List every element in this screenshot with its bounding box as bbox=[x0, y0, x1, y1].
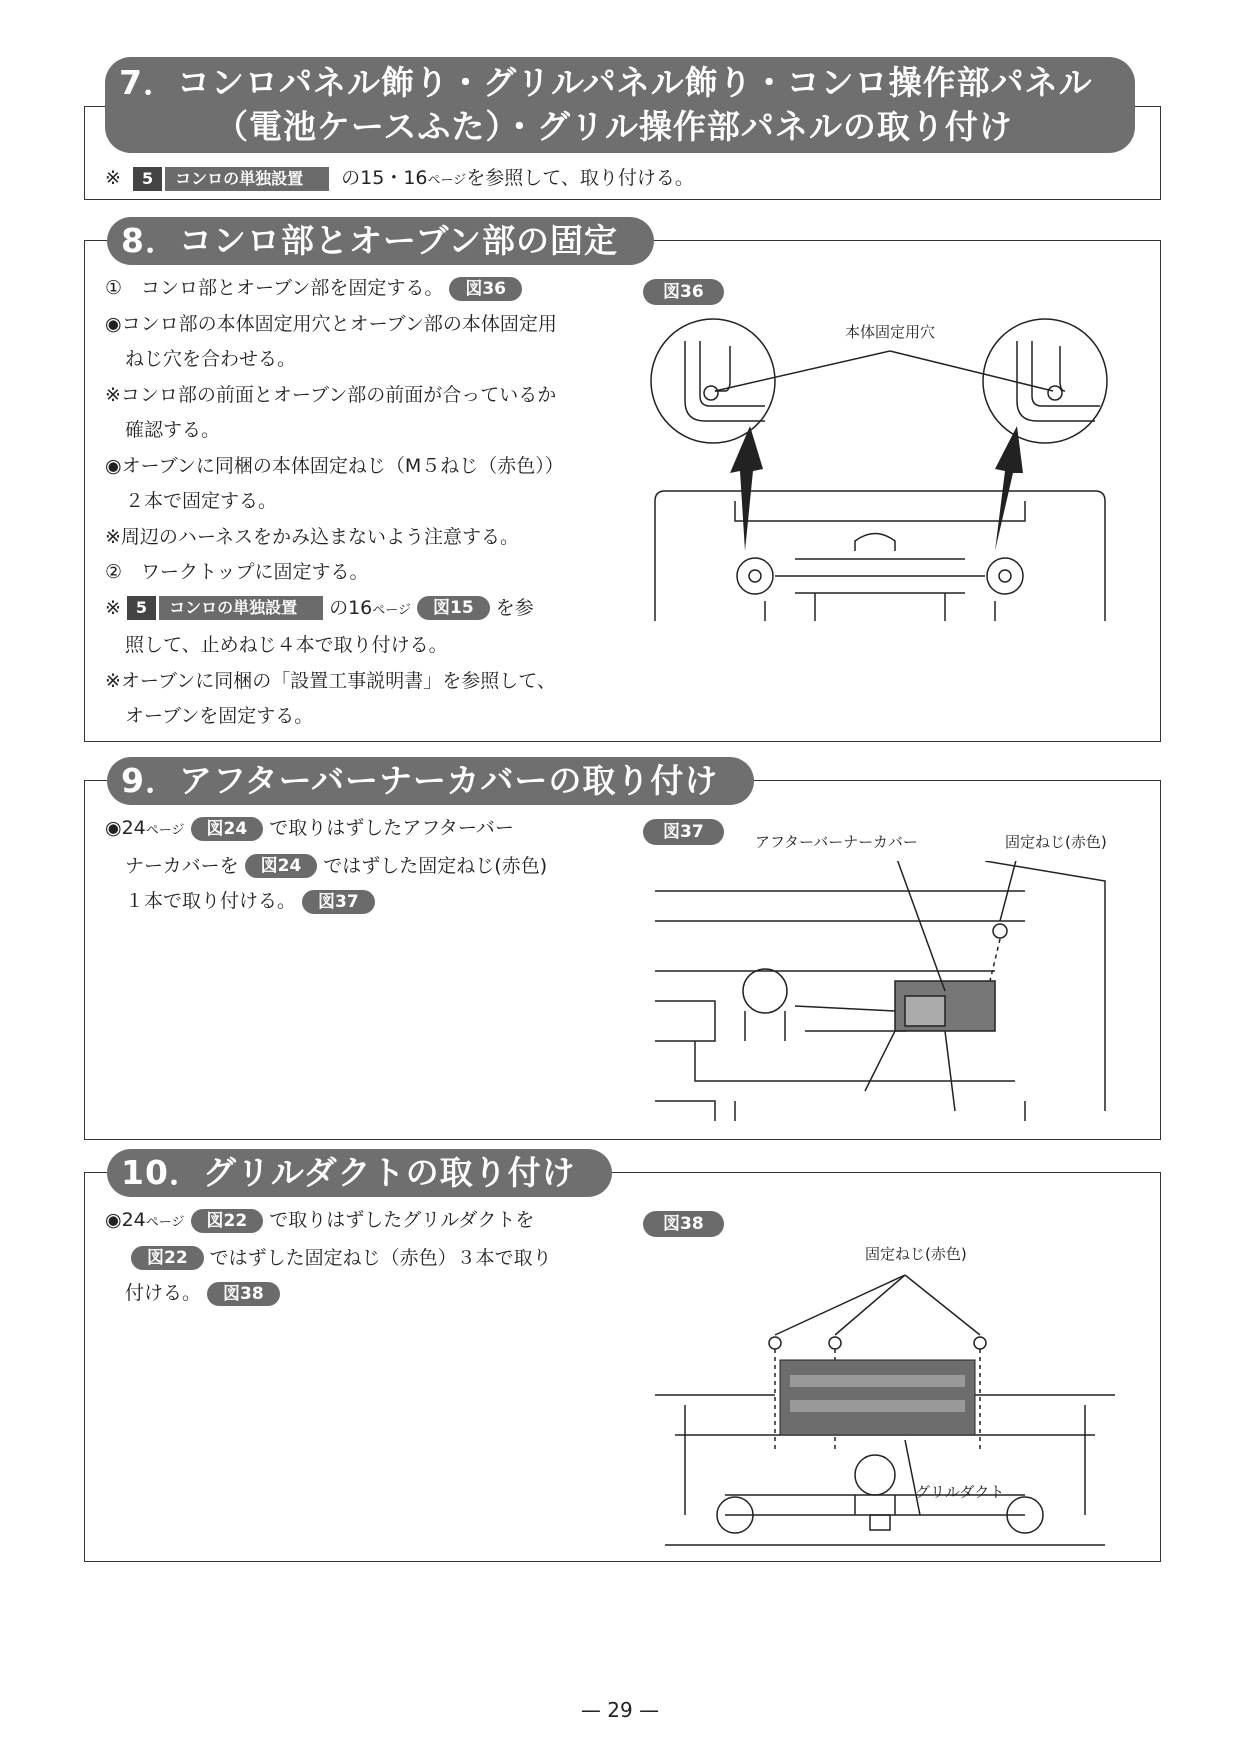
page-number: — 29 — bbox=[580, 1698, 660, 1722]
grill-duct-label: グリルダクト bbox=[915, 1483, 1005, 1501]
section-7-title: 7．コンロパネル飾り・グリルパネル飾り・コンロ操作部パネル （電池ケースふた）・グリル操作部パネルの取り付け bbox=[105, 57, 1135, 153]
figure-badge: 図22 bbox=[191, 1209, 264, 1233]
figure-badge: 図24 bbox=[191, 817, 264, 841]
figure-badge: 図38 bbox=[207, 1282, 280, 1306]
section-reference: 5 コンロの単独設置 bbox=[127, 596, 323, 620]
figure-36-illustration bbox=[645, 301, 1115, 681]
section-reference: 5 コンロの単独設置 bbox=[133, 167, 329, 191]
figure-badge: 図22 bbox=[131, 1246, 204, 1270]
figure-badge: 図15 bbox=[417, 596, 490, 620]
figure-badge: 図37 bbox=[302, 890, 375, 914]
fixing-hole-label: 本体固定用穴 bbox=[845, 323, 936, 341]
section-9 bbox=[84, 761, 1161, 1140]
section-8 bbox=[84, 221, 1161, 742]
section-8-title: 8．コンロ部とオーブン部の固定 bbox=[107, 217, 654, 265]
figure-38-badge: 図38 bbox=[643, 1211, 724, 1237]
figure-36-badge: 図36 bbox=[643, 279, 724, 305]
section-7 bbox=[84, 63, 1161, 200]
figure-37-illustration bbox=[645, 861, 1125, 1131]
section-9-text: ◉24ページ 図24 で取りはずしたアフターバー ナーカバーを 図24 ではずした固定ねじ(赤色) １本で取り付ける。 図37 bbox=[105, 817, 548, 912]
fixing-screw-label: 固定ねじ(赤色) bbox=[865, 1245, 967, 1263]
afterburner-cover-label: アフターバーナーカバー bbox=[755, 833, 918, 851]
figure-badge: 図24 bbox=[245, 854, 318, 878]
figure-badge: 図36 bbox=[449, 277, 522, 301]
section-8-text: ① コンロ部とオーブン部を固定する。 図36 ◉コンロ部の本体固定用穴とオーブン部の本体固定用 ねじ穴を合わせる。 ※コンロ部の前面とオーブン部の前面が合っているか 確認する。 ◉オーブンに同梱の本体固定ねじ（M５ねじ（赤色）） ２本で固定する。 ※周辺のハーネスをかみ込まないよう注意する。 ② ワークトップに固定する。 ※ 5 コンロの単独設置 の16ページ 図15 を参 照して、止めねじ４本で取り付ける。 ※オーブンに同梱の「設置工事説明書」を参照して、 オーブンを固定する。 bbox=[105, 277, 564, 727]
section-7-note: ※ 5 コンロの単独設置 の15・16ページを参照して、取り付ける。 bbox=[105, 167, 694, 189]
section-10-title: 10．グリルダクトの取り付け bbox=[107, 1149, 612, 1197]
section-9-title: 9．アフターバーナーカバーの取り付け bbox=[107, 757, 754, 805]
fixing-screw-label: 固定ねじ(赤色) bbox=[1005, 833, 1107, 851]
section-10 bbox=[84, 1153, 1161, 1562]
figure-38-illustration bbox=[645, 1265, 1125, 1555]
figure-37-badge: 図37 bbox=[643, 819, 724, 845]
section-10-text: ◉24ページ 図22 で取りはずしたグリルダクトを 図22 ではずした固定ねじ（赤色）３本で取り 付ける。 図38 bbox=[105, 1209, 552, 1304]
